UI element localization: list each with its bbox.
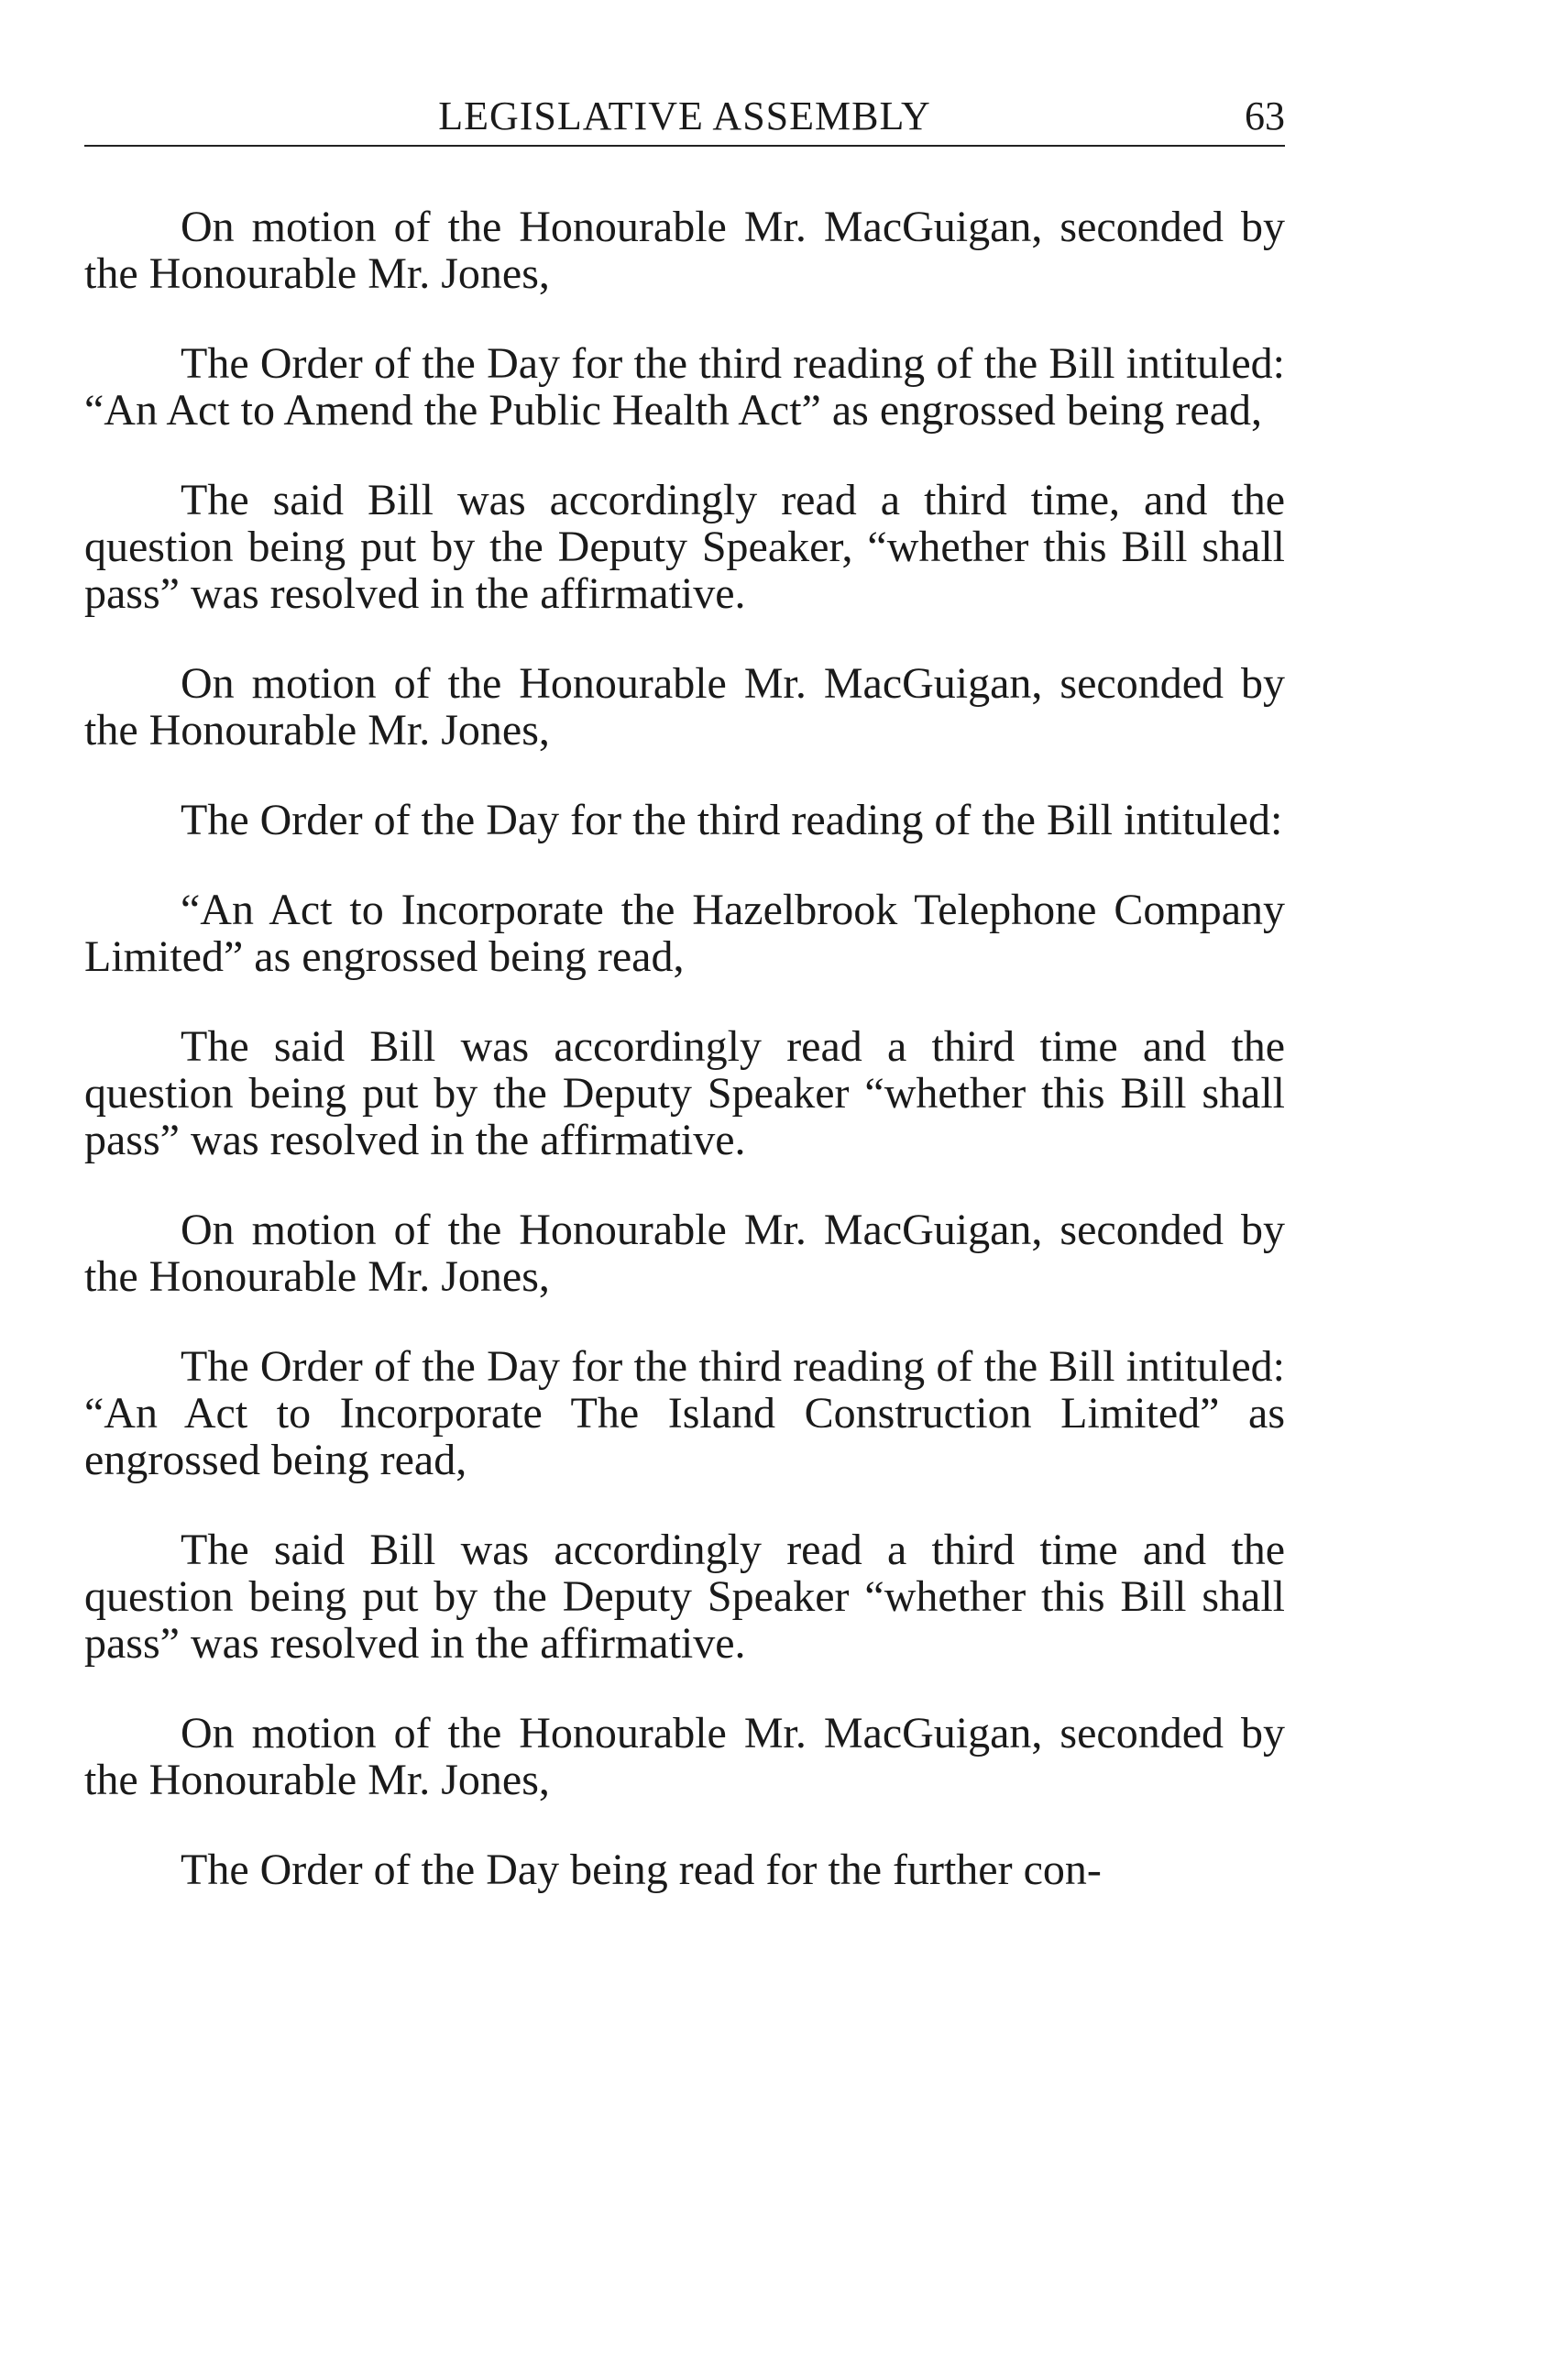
paragraph-result-2: The said Bill was accordingly read a third time and the question being put by the Deputy Speaker “whether this Bill shall pass” was resolved in the affirmative.: [84, 1022, 1285, 1164]
paragraph-order-island-construction: The Order of the Day for the third reading of the Bill intituled: “An Act to Incorporate The Island Construction Limited” as engrossed being read,: [84, 1342, 1285, 1484]
running-title: LEGISLATIVE ASSEMBLY: [438, 94, 931, 138]
paragraph-order-public-health: The Order of the Day for the third reading of the Bill intituled: “An Act to Amend the Public Health Act” as engrossed being read,: [84, 339, 1285, 435]
paragraph-motion-1: On motion of the Honourable Mr. MacGuigan, seconded by the Honourable Mr. Jones,: [84, 203, 1285, 298]
paragraph-order-further: The Order of the Day being read for the further con-: [181, 1846, 1102, 1894]
paragraph-motion-4: On motion of the Honourable Mr. MacGuigan, seconded by the Honourable Mr. Jones,: [84, 1709, 1285, 1804]
paragraph-result-1: The said Bill was accordingly read a third time, and the question being put by the Deputy Speaker, “whether this Bill shall pass” was resolved in the affirmative.: [84, 476, 1285, 618]
page-number: 63: [1245, 94, 1285, 138]
body-text: [84, 204, 1285, 1893]
paragraph-order-intituled: The Order of the Day for the third reading of the Bill intituled:: [181, 796, 1283, 844]
page-header: [84, 88, 1285, 147]
paragraph-motion-3: On motion of the Honourable Mr. MacGuigan, seconded by the Honourable Mr. Jones,: [84, 1206, 1285, 1301]
paragraph-result-3: The said Bill was accordingly read a third time and the question being put by the Deputy Speaker “whether this Bill shall pass” was resolved in the affirmative.: [84, 1526, 1285, 1668]
paragraph-motion-2: On motion of the Honourable Mr. MacGuigan, seconded by the Honourable Mr. Jones,: [84, 659, 1285, 755]
paragraph-hazelbrook-act: “An Act to Incorporate the Hazelbrook Telephone Company Limited” as engrossed being read,: [84, 886, 1285, 981]
